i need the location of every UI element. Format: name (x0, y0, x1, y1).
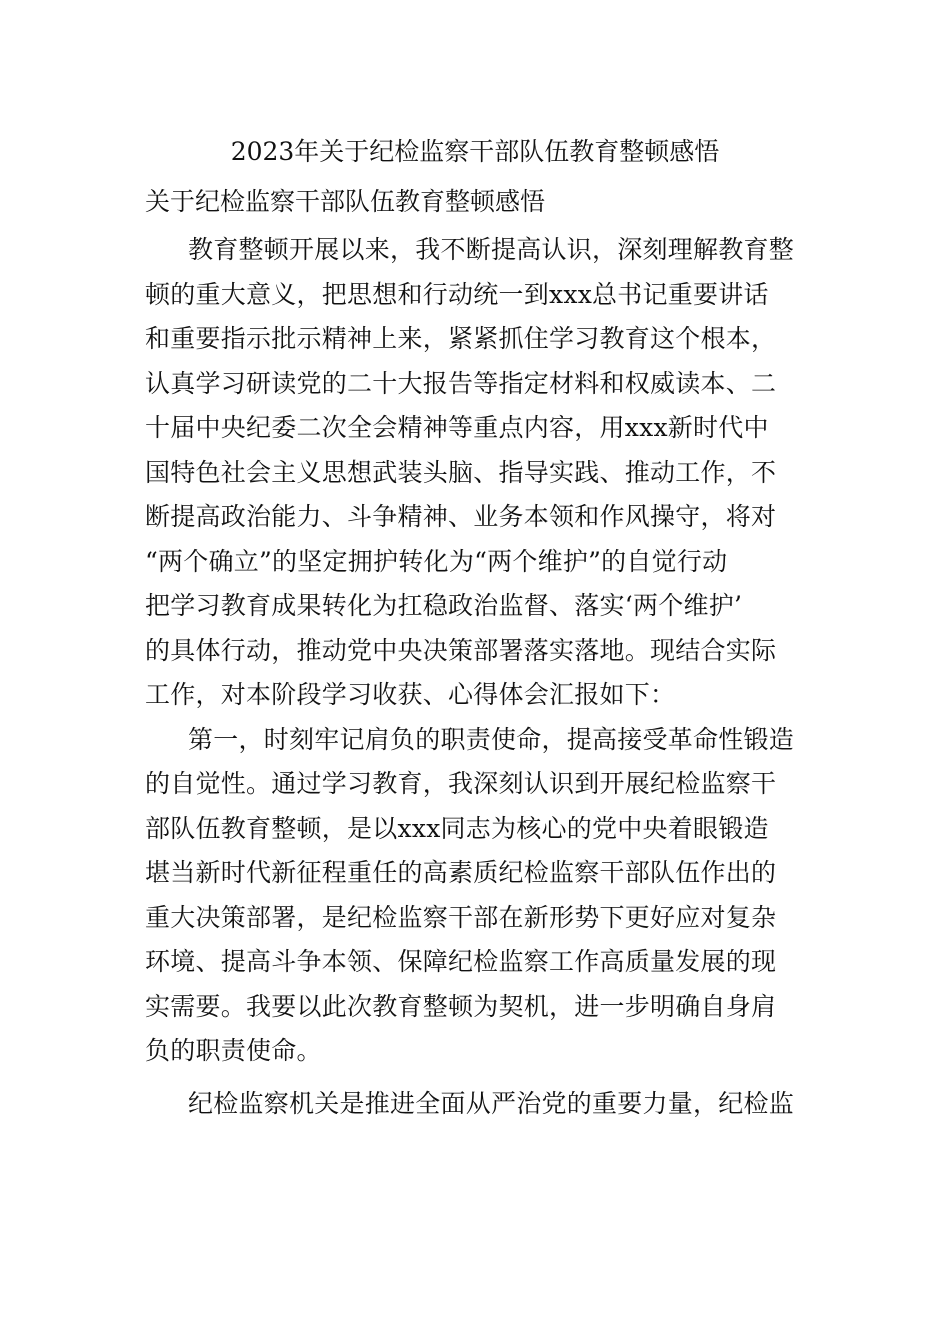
text-line: “两个确立”的坚定拥护转化为“两个维护”的自觉行动 (145, 546, 728, 576)
text-line: 把学习教育成果转化为扛稳政治监督、落实‘两个维护’ (145, 591, 743, 620)
text-line: 国特色社会主义思想武装头脑、指导实践、推动工作，不 (145, 457, 777, 487)
text-line: 认真学习研读党的二十大报告等指定材料和权威读本、二 (145, 368, 777, 398)
text-line: 重大决策部署，是纪检监察干部在新形势下更好应对复杂 (145, 902, 777, 932)
text-line: 工作，对本阶段学习收获、心得体会汇报如下： (145, 680, 676, 709)
document-body (145, 228, 825, 1126)
text-line: 教育整顿开展以来，我不断提高认识，深刻理解教育整 (188, 235, 795, 264)
text-line: 第一，时刻牢记肩负的职责使命，提高接受革命性锻造 (188, 724, 795, 754)
text-line: 十届中央纪委二次全会精神等重点内容，用xxx新时代中 (145, 413, 769, 442)
text-line: 顿的重大意义，把思想和行动统一到xxx总书记重要讲话 (145, 279, 769, 309)
paragraph-2 (145, 718, 825, 1074)
text-line: 堪当新时代新征程重任的高素质纪检监察干部队伍作出的 (145, 858, 777, 887)
text-line: 实需要。我要以此次教育整顿为契机，进一步明确自身肩 (145, 991, 777, 1021)
text-line: 的自觉性。通过学习教育，我深刻认识到开展纪检监察干 (145, 769, 777, 798)
text-line: 环境、提高斗争本领、保障纪检监察工作高质量发展的现 (145, 947, 777, 976)
text-line: 负的职责使命。 (145, 1036, 322, 1065)
paragraph-1 (145, 228, 825, 718)
text-line: 和重要指示批示精神上来，紧紧抓住学习教育这个根本， (145, 324, 777, 353)
document-subtitle: 关于纪检监察干部队伍教育整顿感悟 (145, 187, 546, 216)
paragraph-3 (145, 1082, 825, 1127)
text-line: 部队伍教育整顿，是以xxx同志为核心的党中央着眼锻造 (145, 813, 769, 843)
text-line: 断提高政治能力、斗争精神、业务本领和作风操守，将对 (145, 502, 777, 531)
text-line: 纪检监察机关是推进全面从严治党的重要力量，纪检监 (188, 1088, 795, 1118)
document-title: 2023年关于纪检监察干部队伍教育整顿感悟 (230, 137, 720, 166)
text-line: 的具体行动，推动党中央决策部署落实落地。现结合实际 (145, 635, 777, 665)
